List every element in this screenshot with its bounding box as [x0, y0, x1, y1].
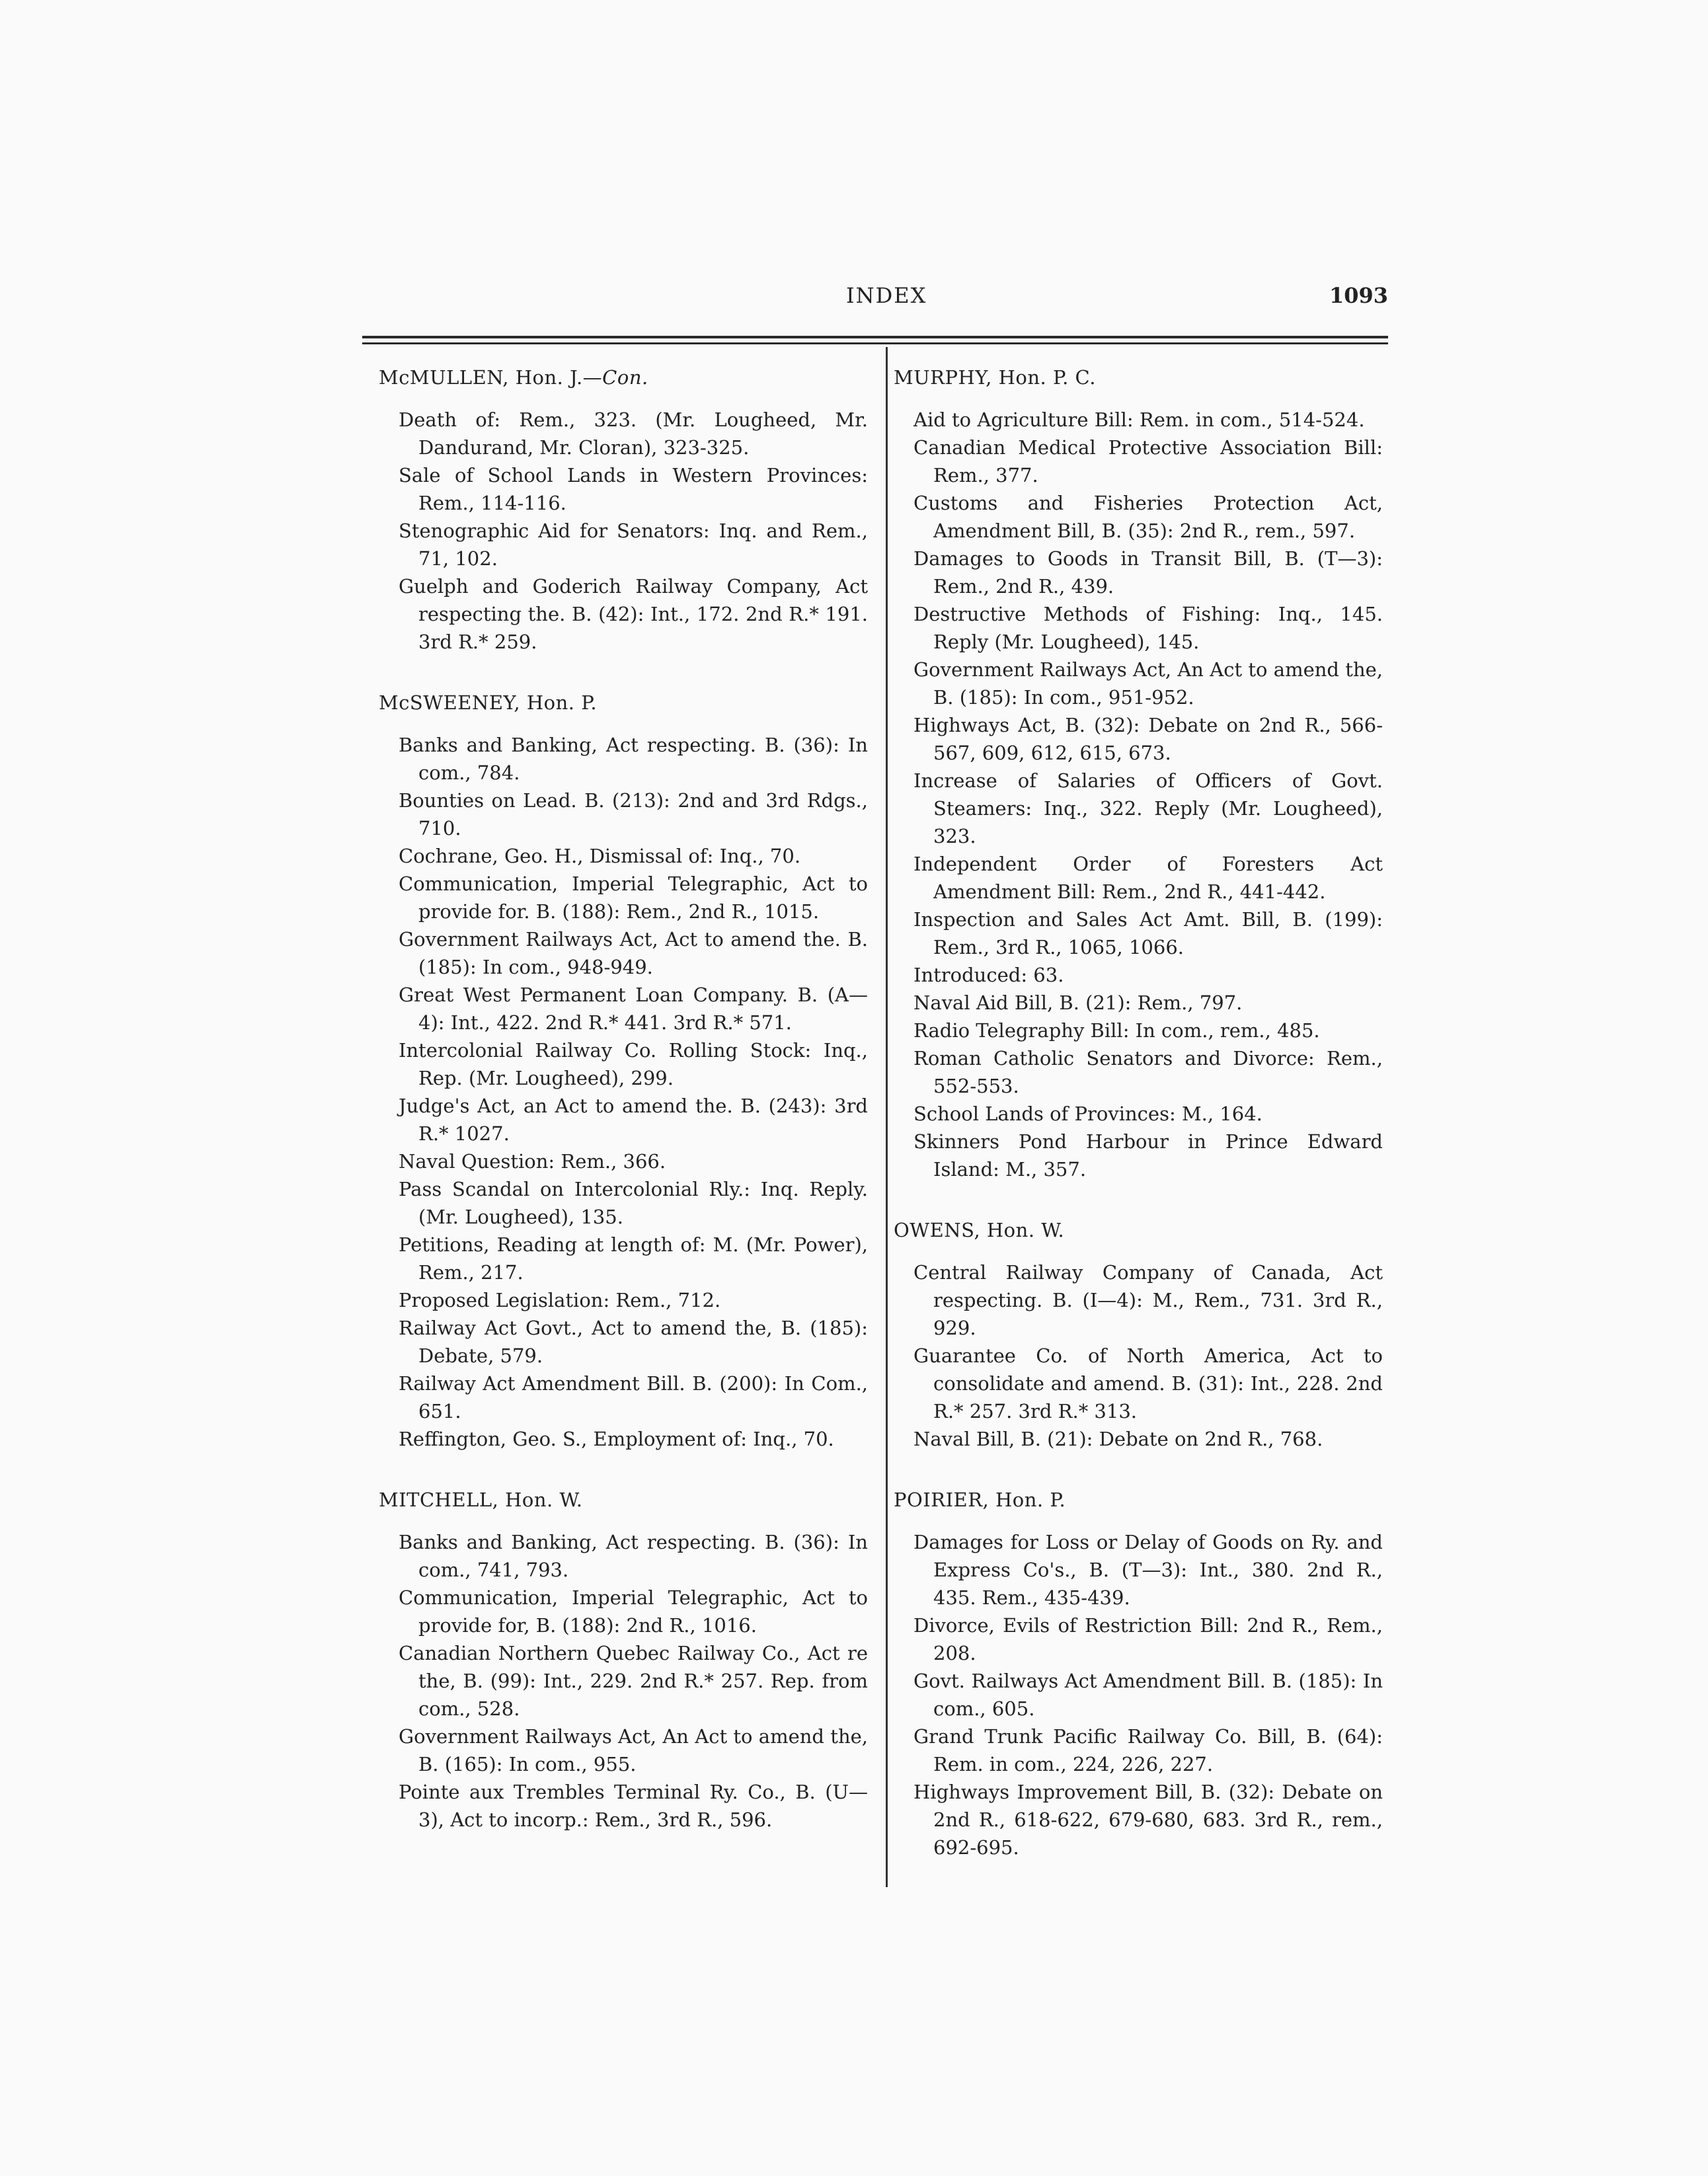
index-item: Naval Question: Rem., 366.: [399, 1150, 666, 1173]
index-item: Railway Act Govt., Act to amend the, B. (185): Debate, 579.: [399, 1317, 868, 1367]
index-item: Independent Order of Foresters Act Amendment Bill: Rem., 2nd R., 441-442.: [913, 853, 1383, 903]
index-item: Inspection and Sales Act Amt. Bill, B. (199): Rem., 3rd R., 1065, 1066.: [913, 908, 1383, 958]
index-item: Railway Act Amendment Bill. B. (200): In Com., 651.: [399, 1372, 868, 1422]
entry-heading-name: McSWEENEY, Hon. P.: [379, 691, 598, 714]
entry-spacer: [379, 670, 868, 689]
index-item: Pass Scandal on Intercolonial Rly.: Inq. Reply. (Mr. Lougheed), 135.: [399, 1178, 868, 1228]
index-item: Introduced: 63.: [913, 964, 1064, 986]
index-item: Damages for Loss or Delay of Goods on Ry. and Express Co's., B. (T—3): Int., 380. 2nd R., 435. Rem., 435-439.: [913, 1531, 1383, 1609]
entry-heading: [894, 364, 1383, 391]
index-item: Canadian Medical Protective Association Bill: Rem., 377.: [913, 436, 1383, 486]
index-item: Stenographic Aid for Senators: Inq. and Rem., 71, 102.: [399, 520, 868, 570]
index-item: Government Railways Act, Act to amend the. B. (185): In com., 948-949.: [399, 928, 868, 978]
entry-heading-name: OWENS, Hon. W.: [894, 1219, 1065, 1241]
entry-spacer: [894, 1198, 1383, 1216]
entry-heading: [379, 364, 868, 391]
column-divider: [886, 347, 888, 1887]
entry-heading: [894, 1486, 1383, 1514]
index-item: Intercolonial Railway Co. Rolling Stock: Inq., Rep. (Mr. Lougheed), 299.: [399, 1039, 868, 1089]
index-item: Skinners Pond Harbour in Prince Edward Island: M., 357.: [913, 1130, 1383, 1181]
index-item: Banks and Banking, Act respecting. B. (36): In com., 784.: [399, 734, 868, 784]
index-item: Central Railway Company of Canada, Act respecting. B. (I—4): M., Rem., 731. 3rd R., 929.: [913, 1261, 1383, 1339]
index-item: Government Railways Act, An Act to amend the, B. (185): In com., 951-952.: [913, 658, 1383, 709]
index-entry: [894, 1216, 1383, 1453]
entry-heading: [379, 1486, 868, 1514]
index-item: Reffington, Geo. S., Employment of: Inq., 70.: [399, 1428, 834, 1450]
index-item: Damages to Goods in Transit Bill, B. (T—3): Rem., 2nd R., 439.: [913, 547, 1383, 598]
index-entry: [379, 1486, 868, 1834]
entry-spacer: [379, 1467, 868, 1486]
index-item: Government Railways Act, An Act to amend the, B. (165): In com., 955.: [399, 1725, 868, 1775]
index-item: Petitions, Reading at length of: M. (Mr. Power), Rem., 217.: [399, 1233, 868, 1284]
entry-heading-name: McMULLEN, Hon. J.—: [379, 366, 603, 389]
index-item: Divorce, Evils of Restriction Bill: 2nd R., Rem., 208.: [913, 1614, 1383, 1664]
index-item: Govt. Railways Act Amendment Bill. B. (185): In com., 605.: [913, 1670, 1383, 1720]
index-item: Communication, Imperial Telegraphic, Act to provide for, B. (188): 2nd R., 1016.: [399, 1586, 868, 1637]
index-item: Judge's Act, an Act to amend the. B. (243): 3rd R.* 1027.: [399, 1095, 868, 1145]
index-entry: [894, 364, 1383, 1183]
entry-heading-continued: Con.: [602, 366, 648, 389]
index-item: Customs and Fisheries Protection Act, Amendment Bill, B. (35): 2nd R., rem., 597.: [913, 492, 1383, 542]
index-item: Canadian Northern Quebec Railway Co., Act re the, B. (99): Int., 229. 2nd R.* 257. Rep. from com., 528.: [399, 1642, 868, 1720]
index-item: Death of: Rem., 323. (Mr. Lougheed, Mr. Dandurand, Mr. Cloran), 323-325.: [399, 408, 868, 459]
index-item: Highways Improvement Bill, B. (32): Debate on 2nd R., 618-622, 679-680, 683. 3rd R., rem., 692-695.: [913, 1781, 1383, 1859]
index-item: Grand Trunk Pacific Railway Co. Bill, B. (64): Rem. in com., 224, 226, 227.: [913, 1725, 1383, 1775]
index-entry: [894, 1486, 1383, 1861]
index-item: Highways Act, B. (32): Debate on 2nd R., 566-567, 609, 612, 615, 673.: [913, 714, 1383, 764]
entry-spacer: [894, 1467, 1383, 1486]
index-item: Sale of School Lands in Western Provinces: Rem., 114-116.: [399, 464, 868, 514]
page-number: 1093: [1329, 283, 1388, 308]
entry-heading: [379, 689, 868, 717]
index-item: Aid to Agriculture Bill: Rem. in com., 514-524.: [913, 408, 1365, 431]
index-item: Proposed Legislation: Rem., 712.: [399, 1289, 721, 1311]
entry-heading-name: MURPHY, Hon. P. C.: [894, 366, 1096, 389]
entry-heading: [894, 1216, 1383, 1244]
index-entry: [379, 364, 868, 656]
index-item: Guelph and Goderich Railway Company, Act respecting the. B. (42): Int., 172. 2nd R.* 191. 3rd R.* 259.: [399, 575, 868, 653]
header-rule-bottom: [362, 342, 1388, 344]
index-entry: [379, 689, 868, 1453]
page-header: [377, 278, 1388, 317]
index-item: Guarantee Co. of North America, Act to consolidate and amend. B. (31): Int., 228. 2nd R.* 257. 3rd R.* 313.: [913, 1344, 1383, 1422]
index-item: Roman Catholic Senators and Divorce: Rem., 552-553.: [913, 1047, 1383, 1097]
index-item: Cochrane, Geo. H., Dismissal of: Inq., 70.: [399, 845, 801, 867]
header-rule-top: [362, 336, 1388, 338]
index-item: Pointe aux Trembles Terminal Ry. Co., B. (U—3), Act to incorp.: Rem., 3rd R., 596.: [399, 1781, 868, 1831]
index-item: Great West Permanent Loan Company. B. (A—4): Int., 422. 2nd R.* 441. 3rd R.* 571.: [399, 984, 868, 1034]
index-column-right: [894, 364, 1383, 1876]
entry-heading-name: MITCHELL, Hon. W.: [379, 1489, 583, 1511]
index-item: Radio Telegraphy Bill: In com., rem., 485.: [913, 1019, 1320, 1042]
index-item: Communication, Imperial Telegraphic, Act to provide for. B. (188): Rem., 2nd R., 1015.: [399, 873, 868, 923]
running-title: INDEX: [846, 283, 927, 308]
index-item: Bounties on Lead. B. (213): 2nd and 3rd Rdgs., 710.: [399, 789, 868, 839]
entry-heading-name: POIRIER, Hon. P.: [894, 1489, 1066, 1511]
index-item: Banks and Banking, Act respecting. B. (36): In com., 741, 793.: [399, 1531, 868, 1581]
index-column-left: [379, 364, 868, 1848]
index-item: School Lands of Provinces: M., 164.: [913, 1103, 1262, 1125]
index-item: Increase of Salaries of Officers of Govt. Steamers: Inq., 322. Reply (Mr. Lougheed), 323.: [913, 769, 1383, 847]
index-item: Naval Bill, B. (21): Debate on 2nd R., 768.: [913, 1428, 1323, 1450]
index-item: Destructive Methods of Fishing: Inq., 145. Reply (Mr. Lougheed), 145.: [913, 603, 1383, 653]
index-item: Naval Aid Bill, B. (21): Rem., 797.: [913, 991, 1243, 1014]
